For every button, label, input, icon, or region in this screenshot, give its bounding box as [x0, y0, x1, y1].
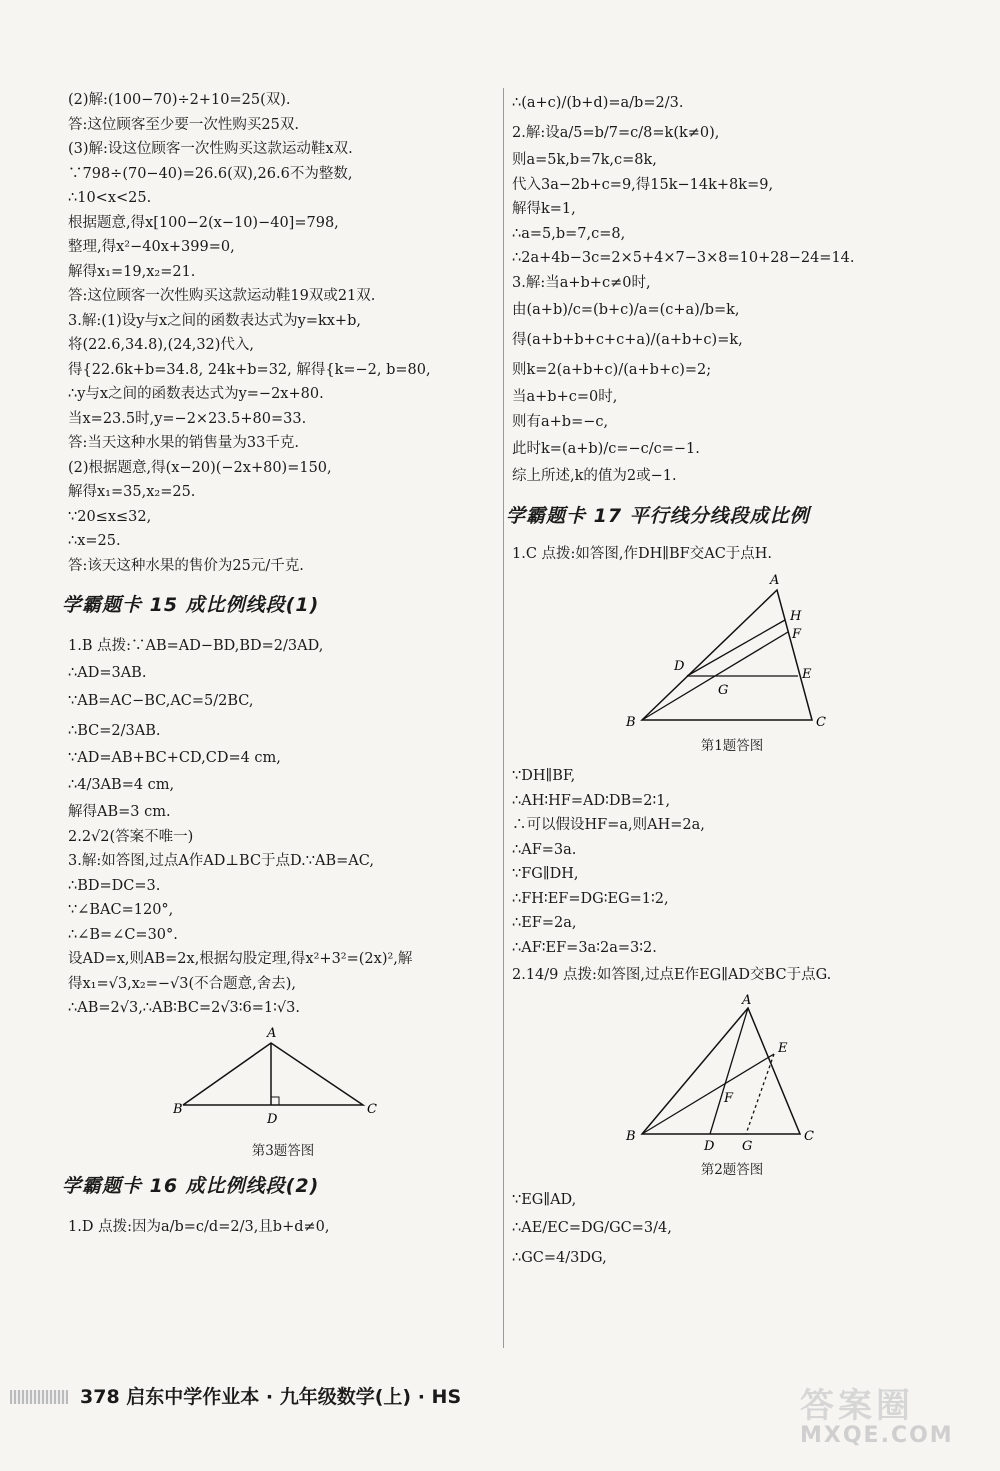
text-line: ∵DH∥BF,: [512, 768, 576, 784]
right-solution-block-a: [512, 88, 952, 489]
text-line: 根据题意,得x[100−2(x−10)−40]=798,: [68, 214, 339, 231]
figure-3-caption: 第3题答图: [251, 1142, 315, 1159]
fig2-label-d: D: [704, 1139, 715, 1154]
text-line: 得(a+b+b+c+c+a)/(a+b+c)=k,: [512, 332, 743, 348]
right-column: [506, 88, 952, 1273]
figure-2-caption: 第2题答图: [700, 1162, 764, 1178]
text-line: 3.解:(1)设y与x之间的函数表达式为y=kx+b,: [68, 312, 361, 329]
right-solution-block-b: [512, 542, 952, 567]
text-line: 2.2√2(答案不唯一): [68, 828, 194, 845]
text-line: ∵EG∥AD,: [512, 1192, 577, 1208]
text-line: 2.解:设a/5=b/7=c/8=k(k≠0),: [512, 125, 720, 141]
right-solution-block-d: [512, 1188, 952, 1273]
text-line: 将(22.6,34.8),(24,32)代入,: [68, 337, 255, 353]
fig1-label-d: D: [674, 659, 685, 674]
text-line: 得{22.6k+b=34.8, 24k+b=32, 解得{k=−2, b=80,: [68, 361, 431, 378]
text-line: ∵FG∥DH,: [512, 866, 579, 882]
text-line: 答:该天这种水果的售价为25元/千克.: [68, 557, 304, 574]
figure-1-triangle: [622, 570, 842, 730]
watermark-text-cn: 答案圈: [800, 1386, 914, 1426]
fig2-label-f: F: [724, 1091, 734, 1106]
column-divider: [503, 88, 504, 1348]
fig3-label-b: B: [173, 1101, 183, 1117]
section-title-16: 学霸题卡 16 成比例线段(2): [62, 1174, 320, 1197]
text-line: 3.解:当a+b+c≠0时,: [512, 274, 651, 291]
text-line: 答:这位顾客至少要一次性购买25双.: [68, 116, 299, 133]
left-solution-block-c: [68, 1212, 498, 1242]
text-line: ∴FH∶EF=DG∶EG=1∶2,: [512, 890, 669, 907]
text-line: 答:当天这种水果的销售量为33千克.: [68, 435, 299, 451]
left-solution-block-a: [68, 88, 498, 578]
fig1-label-a: A: [770, 573, 780, 588]
text-line: ∵20≤x≤32,: [68, 508, 152, 525]
fig2-label-a: A: [742, 994, 752, 1008]
text-line: ∴2a+4b−3c=2×5+4×7−3×8=10+28−24=14.: [512, 250, 855, 266]
right-solution-block-c: [512, 764, 952, 990]
text-line: 解得x₁=35,x₂=25.: [68, 484, 196, 500]
text-line: ∴y与x之间的函数表达式为y=−2x+80.: [68, 386, 324, 402]
text-line: ∴x=25.: [68, 533, 121, 549]
text-line: ∴EF=2a,: [512, 915, 577, 931]
text-line: ∵AB=AC−BC,AC=5/2BC,: [68, 692, 254, 709]
text-line: 则k=2(a+b+c)/(a+b+c)=2;: [512, 362, 712, 378]
fig2-label-c: C: [804, 1129, 814, 1144]
text-line: 代入3a−2b+c=9,得15k−14k+8k=9,: [512, 176, 774, 193]
fig1-label-f: F: [792, 627, 802, 642]
footer-barcode-strip: [10, 1390, 68, 1404]
fig3-label-d: D: [267, 1111, 278, 1127]
fig2-label-e: E: [778, 1041, 788, 1056]
text-line: 解得k=1,: [512, 201, 576, 217]
section-title-17: 学霸题卡 17 平行线分线段成比例: [506, 504, 810, 527]
watermark: [800, 1378, 970, 1458]
left-column: [62, 88, 498, 1242]
text-line: (2)解:(100−70)÷2+10=25(双).: [68, 92, 291, 108]
text-line: ∴AB=2√3,∴AB∶BC=2√3∶6=1∶√3.: [68, 1000, 301, 1016]
figure-1-caption: 第1题答图: [700, 738, 764, 754]
text-line: ∴AF∶EF=3a∶2a=3∶2.: [512, 939, 657, 956]
text-line: 得x₁=√3,x₂=−√3(不合题意,舍去),: [68, 975, 296, 992]
text-line: 当a+b+c=0时,: [512, 389, 618, 405]
text-line: (3)解:设这位顾客一次性购买这款运动鞋x双.: [68, 141, 353, 157]
text-line: (2)根据题意,得(x−20)(−2x+80)=150,: [68, 459, 332, 476]
text-line: ∴10<x<25.: [68, 190, 152, 206]
text-line: 则有a+b=−c,: [512, 413, 609, 430]
text-line: ∴GC=4/3DG,: [512, 1249, 607, 1266]
text-line: ∴4/3AB=4 cm,: [68, 777, 175, 793]
text-line: 当x=23.5时,y=−2×23.5+80=33.: [68, 410, 307, 427]
section-title-15: 学霸题卡 15 成比例线段(1): [62, 594, 320, 616]
text-line: ∴AF=3a.: [512, 841, 577, 858]
text-line: ∵798÷(70−40)=26.6(双),26.6不为整数,: [68, 165, 353, 182]
fig1-label-g: G: [718, 683, 729, 698]
text-line: 此时k=(a+b)/c=−c/c=−1.: [512, 441, 700, 457]
fig1-label-e: E: [802, 667, 812, 682]
text-line: 综上所述,k的值为2或−1.: [512, 468, 677, 484]
watermark-text-url: MXQE.COM: [800, 1423, 954, 1448]
figure-3-triangle: [173, 1025, 393, 1135]
fig3-label-a: A: [267, 1025, 277, 1041]
text-line: 1.B 点拨:∵AB=AD−BD,BD=2/3AD,: [68, 638, 324, 654]
fig2-label-b: B: [626, 1129, 636, 1144]
fig3-label-c: C: [367, 1101, 377, 1117]
text-line: 解得x₁=19,x₂=21.: [68, 263, 196, 280]
text-line: 3.解:如答图,过点A作AD⊥BC于点D.∵AB=AC,: [68, 853, 374, 869]
text-line: ∴可以假设HF=a,则AH=2a,: [512, 817, 705, 833]
text-line: 解得AB=3 cm.: [68, 804, 171, 820]
fig1-label-c: C: [816, 715, 826, 730]
text-line: 1.D 点拨:因为a/b=c/d=2/3,且b+d≠0,: [68, 1218, 330, 1235]
text-line: ∴AH∶HF=AD∶DB=2∶1,: [512, 792, 671, 809]
fig2-label-g: G: [742, 1139, 753, 1154]
text-line: 整理,得x²−40x+399=0,: [68, 239, 235, 255]
text-line: ∴∠B=∠C=30°.: [68, 926, 178, 943]
fig1-label-h: H: [790, 609, 802, 624]
text-line: ∴AE/EC=DG/GC=3/4,: [512, 1219, 672, 1236]
text-line: 设AD=x,则AB=2x,根据勾股定理,得x²+3²=(2x)²,解: [68, 951, 413, 967]
text-line: ∴BD=DC=3.: [68, 877, 161, 894]
fig1-label-b: B: [626, 715, 636, 730]
text-line: 则a=5k,b=7k,c=8k,: [512, 152, 657, 168]
left-solution-block-b: [68, 631, 498, 1021]
text-line: 1.C 点拨:如答图,作DH∥BF交AC于点H.: [512, 545, 773, 562]
text-line: ∴a=5,b=7,c=8,: [512, 225, 626, 242]
text-line: 由(a+b)/c=(b+c)/a=(c+a)/b=k,: [512, 302, 740, 318]
text-line: ∴AD=3AB.: [68, 665, 147, 681]
footer-title: 378 启东中学作业本 · 九年级数学(上) · HS: [80, 1386, 462, 1408]
text-line: 答:这位顾客一次性购买这款运动鞋19双或21双.: [68, 288, 376, 304]
text-line: ∵∠BAC=120°,: [68, 902, 174, 918]
text-line: ∴(a+c)/(b+d)=a/b=2/3.: [512, 95, 684, 111]
text-line: ∵AD=AB+BC+CD,CD=4 cm,: [68, 749, 281, 766]
text-line: 2.14/9 点拨:如答图,过点E作EG∥AD交BC于点G.: [512, 967, 832, 983]
text-line: ∴BC=2/3AB.: [68, 722, 161, 739]
figure-2-triangle: [622, 994, 842, 1154]
